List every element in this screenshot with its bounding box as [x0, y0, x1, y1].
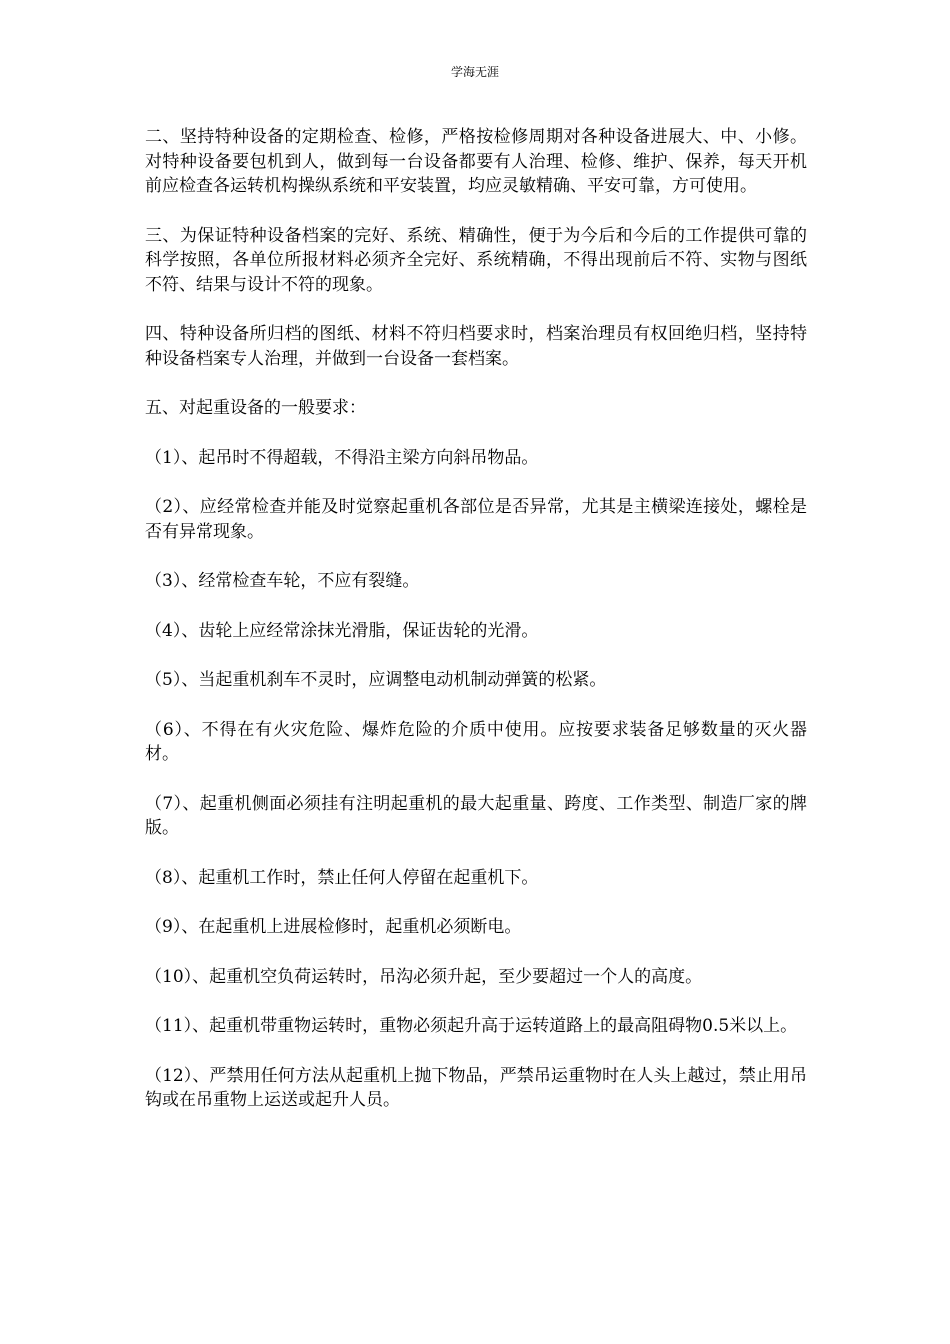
list-item-12: （12）、严禁用任何方法从起重机上抛下物品，严禁吊运重物时在人头上越过，禁止用吊钩或在吊重物上运送或起升人员。 [145, 1065, 807, 1110]
list-item-1: （1）、起吊时不得超载，不得沿主梁方向斜吊物品。 [145, 447, 539, 468]
page-header [0, 64, 950, 80]
header-title: 学海无涯 [450, 65, 499, 79]
list-item-3: （3）、经常检查车轮，不应有裂缝。 [145, 571, 420, 591]
paragraph-section-5-heading: 五、对起重设备的一般要求： [145, 398, 366, 418]
list-item-7: （7）、起重机侧面必须挂有注明起重机的最大起重量、跨度、工作类型、制造厂家的牌版。 [145, 793, 807, 838]
document-body [145, 125, 807, 1138]
paragraph-section-2: 二、坚持特种设备的定期检查、检修，严格按检修周期对各种设备进展大、中、小修。对特种设备要包机到人，做到每一台设备都要有人治理、检修、维护、保养，每天开机前应检查各运转机构操纵系统和平安装置，均应灵敏精确、平安可靠，方可使用。 [145, 127, 807, 196]
list-item-6: （6）、不得在有火灾危险、爆炸危险的介质中使用。应按要求装备足够数量的灭火器材。 [145, 719, 807, 764]
list-item-2: （2）、应经常检查并能及时觉察起重机各部位是否异常，尤其是主横梁连接处，螺栓是否有异常现象。 [145, 497, 807, 542]
list-item-10: （10）、起重机空负荷运转时，吊沟必须升起，至少要超过一个人的高度。 [145, 966, 703, 987]
paragraph-section-3: 三、为保证特种设备档案的完好、系统、精确性，便于为今后和今后的工作提供可靠的科学按照，各单位所报材料必须齐全完好、系统精确，不得出现前后不符、实物与图纸不符、结果与设计不符的现象。 [145, 225, 807, 295]
list-item-9: （9）、在起重机上进展检修时，起重机必须断电。 [145, 917, 522, 937]
list-item-11: （11）、起重机带重物运转时，重物必须起升高于运转道路上的最高阻碍物0.5米以上。 [145, 1016, 798, 1036]
list-item-5: （5）、当起重机刹车不灵时，应调整电动机制动弹簧的松紧。 [145, 670, 607, 690]
list-item-8: （8）、起重机工作时，禁止任何人停留在起重机下。 [145, 867, 539, 888]
paragraph-section-4: 四、特种设备所归档的图纸、材料不符归档要求时，档案治理员有权回绝归档，坚持特种设备档案专人治理，并做到一台设备一套档案。 [145, 324, 807, 369]
list-item-4: （4）、齿轮上应经常涂抹光滑脂，保证齿轮的光滑。 [145, 620, 539, 641]
